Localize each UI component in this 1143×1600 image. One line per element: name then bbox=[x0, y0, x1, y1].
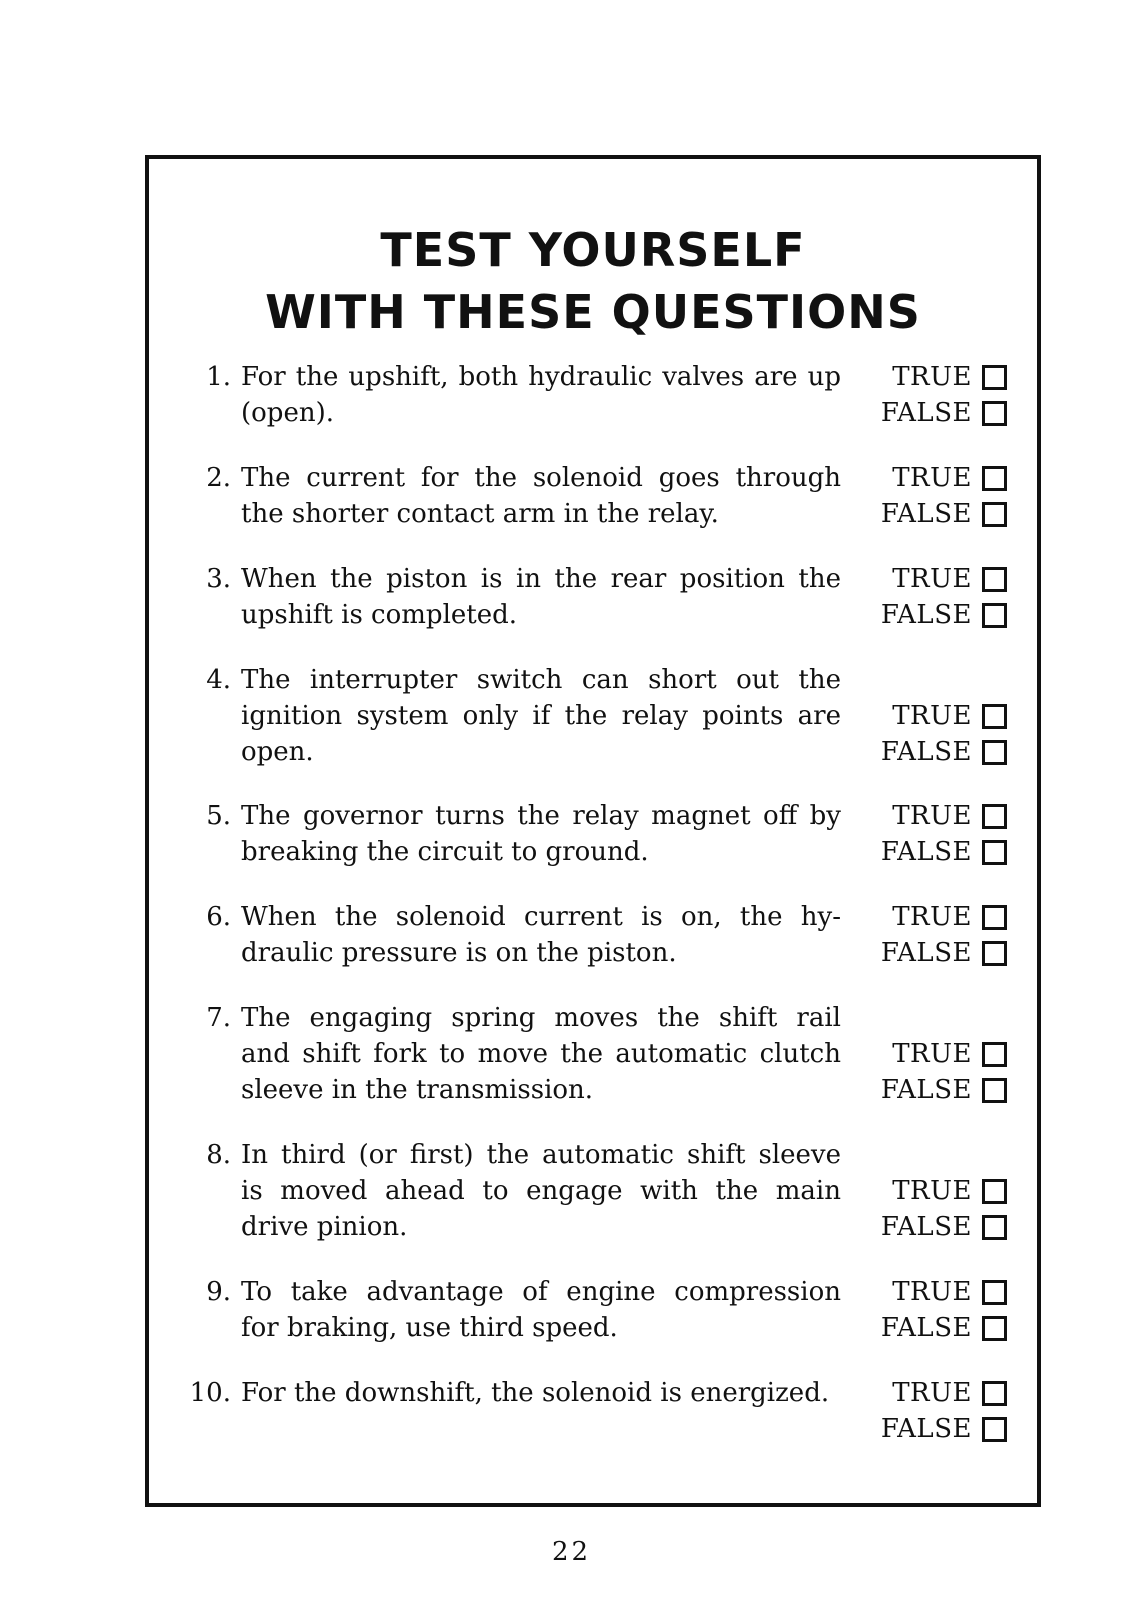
false-checkbox[interactable] bbox=[982, 502, 1007, 527]
question-number: 9. bbox=[206, 1277, 231, 1307]
title-line-1: TEST YOURSELF bbox=[380, 223, 806, 277]
question-text-line: ignition system only if the relay points are bbox=[241, 701, 841, 731]
true-false-choices bbox=[857, 359, 1007, 431]
true-label: TRUE bbox=[892, 701, 972, 731]
question-text-line: open. bbox=[241, 737, 314, 767]
question-number: 3. bbox=[206, 564, 231, 594]
true-option bbox=[857, 798, 1007, 834]
question-text-line: and shift fork to move the automatic clutch bbox=[241, 1039, 841, 1069]
false-checkbox[interactable] bbox=[982, 740, 1007, 765]
question-number: 2. bbox=[206, 463, 231, 493]
true-checkbox[interactable] bbox=[982, 1381, 1007, 1406]
true-label: TRUE bbox=[892, 463, 972, 493]
false-label: FALSE bbox=[880, 1075, 972, 1105]
true-label: TRUE bbox=[892, 1277, 972, 1307]
false-label: FALSE bbox=[880, 1212, 972, 1242]
question-text-line: breaking the circuit to ground. bbox=[241, 837, 649, 867]
false-option bbox=[857, 496, 1007, 532]
true-option bbox=[857, 460, 1007, 496]
false-checkbox[interactable] bbox=[982, 1316, 1007, 1341]
true-option bbox=[857, 1173, 1007, 1209]
question-number: 5. bbox=[206, 801, 231, 831]
question-text-line: For the downshift, the solenoid is energized. bbox=[241, 1378, 830, 1408]
true-checkbox[interactable] bbox=[982, 1042, 1007, 1067]
question-text-line: The interrupter switch can short out the bbox=[241, 665, 841, 695]
true-false-choices bbox=[857, 698, 1007, 770]
question-number: 1. bbox=[206, 362, 231, 392]
true-false-choices bbox=[857, 561, 1007, 633]
true-false-choices bbox=[857, 1375, 1007, 1447]
true-option bbox=[857, 698, 1007, 734]
true-false-choices bbox=[857, 899, 1007, 971]
question-text-line: for braking, use third speed. bbox=[241, 1313, 618, 1343]
true-false-choices bbox=[857, 1173, 1007, 1245]
question-text-line: The current for the solenoid goes through bbox=[241, 463, 841, 493]
question-text bbox=[241, 798, 841, 870]
question-number: 4. bbox=[206, 665, 231, 695]
true-option bbox=[857, 1036, 1007, 1072]
quiz-frame bbox=[145, 155, 1041, 1507]
question-text-line: upshift is completed. bbox=[241, 600, 518, 630]
false-option bbox=[857, 834, 1007, 870]
page-number: 22 bbox=[551, 1537, 592, 1567]
true-option bbox=[857, 561, 1007, 597]
false-checkbox[interactable] bbox=[982, 941, 1007, 966]
false-option bbox=[857, 1209, 1007, 1245]
true-false-choices bbox=[857, 1274, 1007, 1346]
question-text-line: The engaging spring moves the shift rail bbox=[241, 1003, 841, 1033]
question-text-line: draulic pressure is on the piston. bbox=[241, 938, 677, 968]
true-checkbox[interactable] bbox=[982, 804, 1007, 829]
true-checkbox[interactable] bbox=[982, 466, 1007, 491]
false-label: FALSE bbox=[880, 737, 972, 767]
true-checkbox[interactable] bbox=[982, 1280, 1007, 1305]
false-option bbox=[857, 395, 1007, 431]
question-text-line: To take advantage of engine compression bbox=[241, 1277, 841, 1307]
true-option bbox=[857, 1375, 1007, 1411]
title-line-2: WITH THESE QUESTIONS bbox=[265, 285, 921, 339]
true-label: TRUE bbox=[892, 1378, 972, 1408]
question-number: 8. bbox=[206, 1140, 231, 1170]
true-checkbox[interactable] bbox=[982, 365, 1007, 390]
true-checkbox[interactable] bbox=[982, 1179, 1007, 1204]
true-option bbox=[857, 899, 1007, 935]
question-text bbox=[241, 662, 841, 770]
question-text-line: For the upshift, both hydraulic valves are up bbox=[241, 362, 841, 392]
question-text-line: In third (or first) the automatic shift sleeve bbox=[241, 1140, 841, 1170]
false-label: FALSE bbox=[880, 398, 972, 428]
true-label: TRUE bbox=[892, 902, 972, 932]
question-text-line: The governor turns the relay magnet off by bbox=[241, 801, 841, 831]
true-label: TRUE bbox=[892, 362, 972, 392]
false-option bbox=[857, 1072, 1007, 1108]
true-false-choices bbox=[857, 798, 1007, 870]
true-false-choices bbox=[857, 460, 1007, 532]
question-number: 6. bbox=[206, 902, 231, 932]
true-label: TRUE bbox=[892, 564, 972, 594]
false-checkbox[interactable] bbox=[982, 1417, 1007, 1442]
question-text bbox=[241, 561, 841, 633]
false-label: FALSE bbox=[880, 1313, 972, 1343]
true-checkbox[interactable] bbox=[982, 905, 1007, 930]
false-option bbox=[857, 1411, 1007, 1447]
false-checkbox[interactable] bbox=[982, 840, 1007, 865]
question-text bbox=[241, 460, 841, 532]
question-text bbox=[241, 1137, 841, 1245]
question-text-line: When the piston is in the rear position the bbox=[241, 564, 841, 594]
false-option bbox=[857, 597, 1007, 633]
true-label: TRUE bbox=[892, 1039, 972, 1069]
question-text-line: the shorter contact arm in the relay. bbox=[241, 499, 719, 529]
question-text-line: (open). bbox=[241, 398, 334, 428]
question-number: 7. bbox=[206, 1003, 231, 1033]
question-text bbox=[241, 1375, 841, 1411]
false-label: FALSE bbox=[880, 600, 972, 630]
false-label: FALSE bbox=[880, 1414, 972, 1444]
question-text-line: When the solenoid current is on, the hy- bbox=[241, 902, 841, 932]
false-option bbox=[857, 935, 1007, 971]
question-number: 10. bbox=[189, 1378, 231, 1408]
true-checkbox[interactable] bbox=[982, 704, 1007, 729]
false-checkbox[interactable] bbox=[982, 603, 1007, 628]
false-label: FALSE bbox=[880, 938, 972, 968]
false-option bbox=[857, 1310, 1007, 1346]
false-label: FALSE bbox=[880, 837, 972, 867]
false-option bbox=[857, 734, 1007, 770]
false-label: FALSE bbox=[880, 499, 972, 529]
true-option bbox=[857, 359, 1007, 395]
question-text bbox=[241, 899, 841, 971]
question-text-line: sleeve in the transmission. bbox=[241, 1075, 594, 1105]
true-option bbox=[857, 1274, 1007, 1310]
false-checkbox[interactable] bbox=[982, 1215, 1007, 1240]
true-checkbox[interactable] bbox=[982, 567, 1007, 592]
false-checkbox[interactable] bbox=[982, 1078, 1007, 1103]
true-false-choices bbox=[857, 1036, 1007, 1108]
question-text-line: is moved ahead to engage with the main bbox=[241, 1176, 841, 1206]
false-checkbox[interactable] bbox=[982, 401, 1007, 426]
question-text bbox=[241, 359, 841, 431]
question-text-line: drive pinion. bbox=[241, 1212, 408, 1242]
question-text bbox=[241, 1274, 841, 1346]
question-text bbox=[241, 1000, 841, 1108]
true-label: TRUE bbox=[892, 1176, 972, 1206]
true-label: TRUE bbox=[892, 801, 972, 831]
